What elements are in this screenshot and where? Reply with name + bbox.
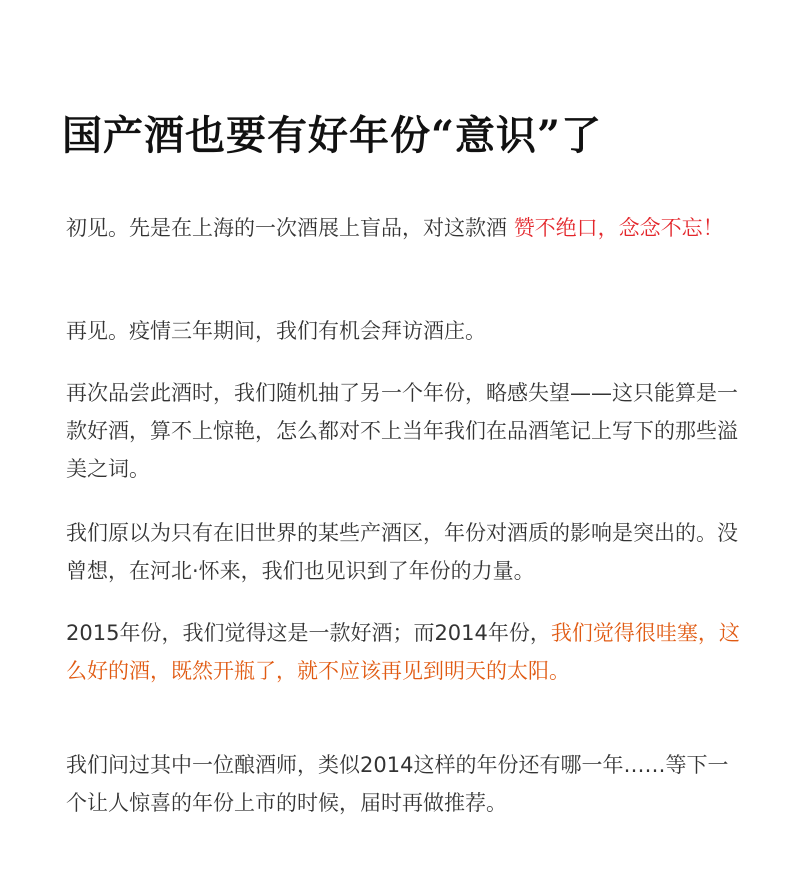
paragraph-first-encounter xyxy=(66,209,746,247)
paragraph-text: 我们问过其中一位酿酒师，类似2014这样的年份还有哪一年……等下一个让人惊喜的年份上市的时候，届时再做推荐。 xyxy=(66,753,729,815)
paragraph-text: 我们原以为只有在旧世界的某些产酒区，年份对酒质的影响是突出的。没曾想，在河北·怀来，我们也见识到了年份的力量。 xyxy=(66,521,738,583)
article-title: 国产酒也要有好年份“意识”了 xyxy=(62,112,603,159)
paragraph-text: 再见。疫情三年期间，我们有机会拜访酒庄。 xyxy=(66,319,486,343)
paragraph-winemaker xyxy=(66,746,746,822)
paragraph-disappointment xyxy=(66,374,746,488)
paragraph-vintage-comparison xyxy=(66,614,746,690)
highlight-praise: 赞不绝口，念念不忘！ xyxy=(513,216,724,240)
paragraph-vintage-power xyxy=(66,514,746,590)
paragraph-text: 初见。先是在上海的一次酒展上盲品，对这款酒 xyxy=(66,216,514,240)
paragraph-text: 2015年份，我们觉得这是一款好酒；而2014年份， xyxy=(66,621,551,645)
paragraph-second-encounter xyxy=(66,312,746,350)
paragraph-text: 再次品尝此酒时，我们随机抽了另一个年份，略感失望——这只能算是一款好酒，算不上惊艳，怎么都对不上当年我们在品酒笔记上写下的那些溢美之词。 xyxy=(66,381,738,481)
highlight-2014-praise: 我们觉得很哇塞，这么好的酒，既然开瓶了，就不应该再见到明天的太阳。 xyxy=(66,621,740,683)
